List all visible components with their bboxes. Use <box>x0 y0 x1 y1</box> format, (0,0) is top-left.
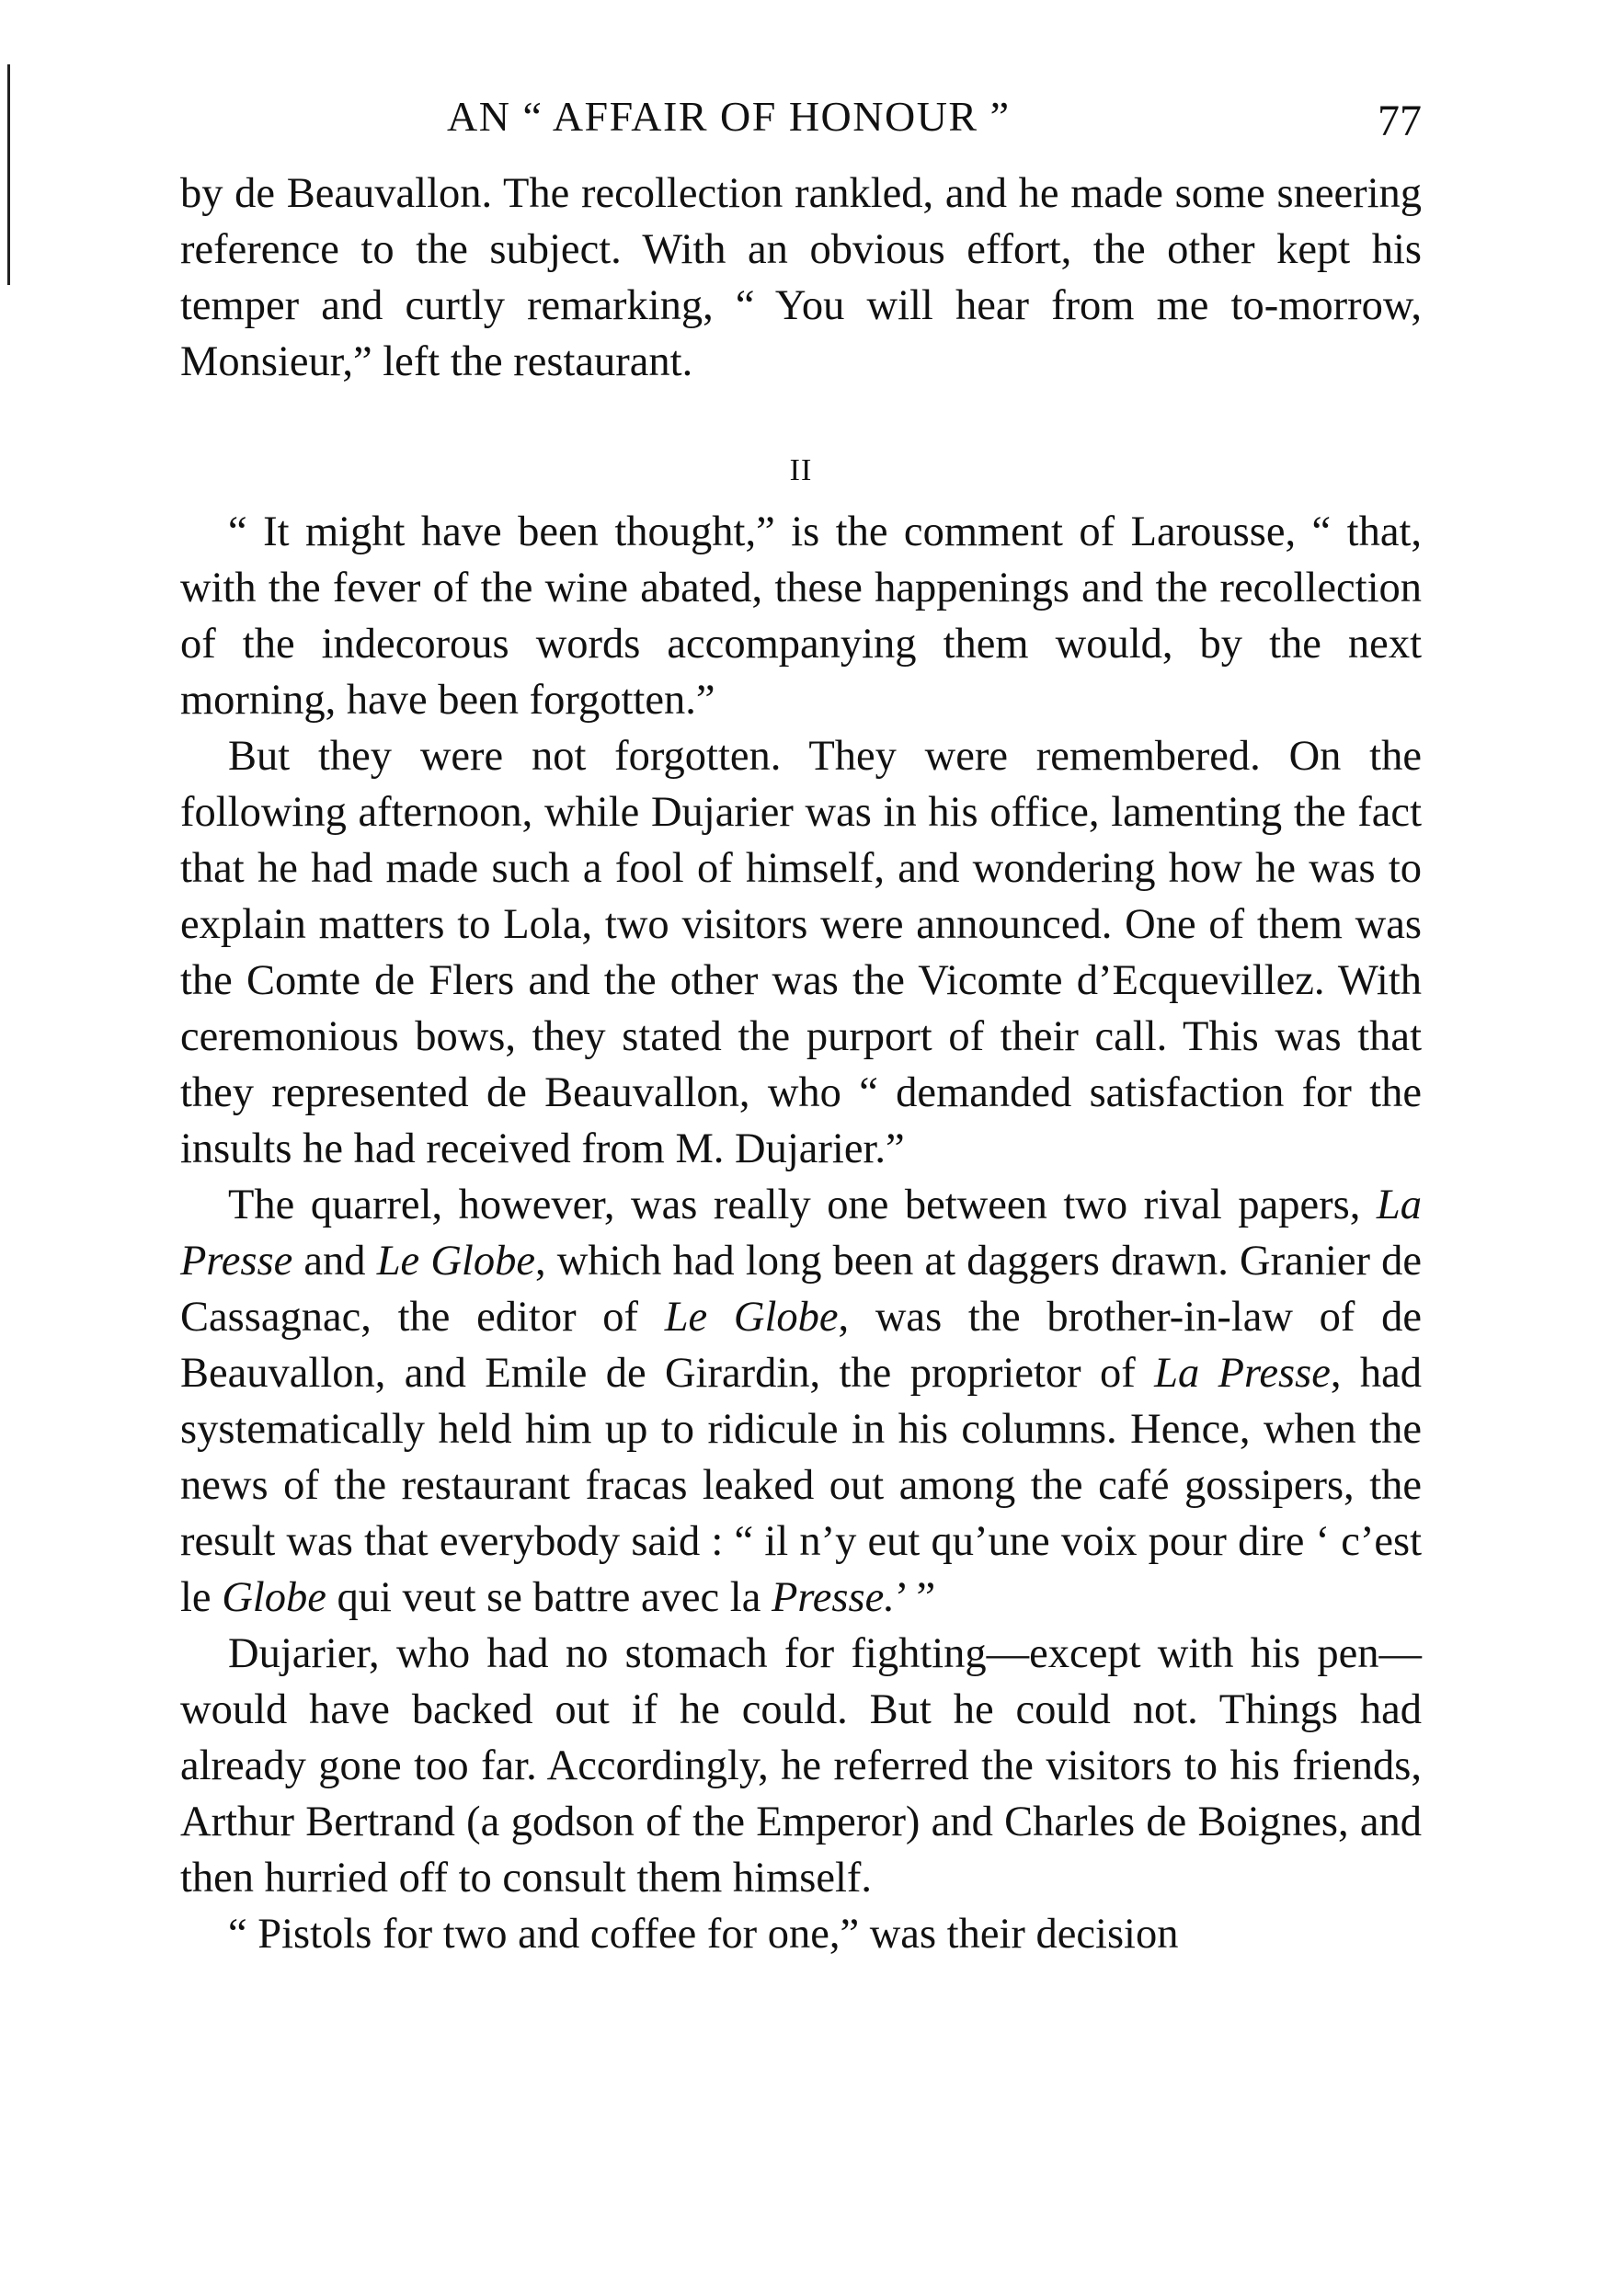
paragraph: Dujarier, who had no stomach for fighting—except with his pen—would have backed out if he could. But he could not. Things had already gone too far. Accordingly, he referred the visitors to his friends, Arthur Bertrand (a godson of the Emperor) and Charles de Boignes, and then hurried off to consult them himself. <box>180 1630 1422 1902</box>
italic-title: La Presse <box>1154 1350 1331 1397</box>
paragraph <box>180 1177 1422 1626</box>
text-span: qui veut se battre avec la <box>326 1574 772 1621</box>
paragraph: But they were not forgotten. They were remembered. On the following afternoon, while Dujarier was in his office, lamenting the fact that he had made such a fool of himself, and wondering how he was to explain matters to Lola, two visitors were announced. One of them was the Comte de Flers and the other was the Vicomte d’Ecquevillez. With ceremonious bows, they stated the purport of their call. This was that they represented de Beauvallon, who “ demanded satisfaction for the insults he had received from M. Dujarier.” <box>180 733 1422 1172</box>
italic-title: Globe <box>222 1574 326 1621</box>
text-span: and <box>292 1238 377 1285</box>
text-span: ’ ” <box>894 1574 936 1621</box>
section-number: II <box>789 453 813 487</box>
paragraph-continued: by de Beauvallon. The recollection rankled, and he made some sneering reference to the subject. With an obvious effort, the other kept his temper and curtly remarking, “ You will hear from me to-morrow, Monsieur,” left the restaurant. <box>180 170 1422 385</box>
page-header <box>180 92 1422 166</box>
running-head: AN “ AFFAIR OF HONOUR ” <box>447 93 1011 140</box>
italic-title: Presse. <box>772 1574 895 1621</box>
paragraph: “ Pistols for two and coffee for one,” was their decision <box>228 1911 1179 1958</box>
italic-title: Le Globe <box>376 1238 535 1285</box>
italic-title: Le Globe <box>664 1294 839 1341</box>
italic-title: La Presse <box>180 1182 1422 1285</box>
text-span: , was the brother-in-law of de Beauvallon, and Emile de Girardin, the proprietor of <box>180 1294 1423 1397</box>
page-number: 77 <box>1378 97 1422 145</box>
body-text <box>180 166 1422 1962</box>
book-page <box>180 92 1422 1962</box>
page-edge-mark <box>7 64 10 285</box>
text-span: , which had long been at daggers drawn. Granier de Cassagnac, the editor of <box>180 1238 1423 1341</box>
text-span: , had systematically held him up to ridicule in his columns. Hence, when the news of the restaurant fracas leaked out among the café gossipers, the result was that everybody said : “ il n’y eut qu’une voix pour dire ‘ c’est le <box>180 1350 1422 1621</box>
text-span: The quarrel, however, was really one between two rival papers, <box>228 1182 1377 1228</box>
paragraph: “ It might have been thought,” is the comment of Larousse, “ that, with the fever of the wine abated, these happenings and the recollection of the indecorous words accompanying them would, by the next morning, have been forgotten.” <box>180 508 1422 724</box>
